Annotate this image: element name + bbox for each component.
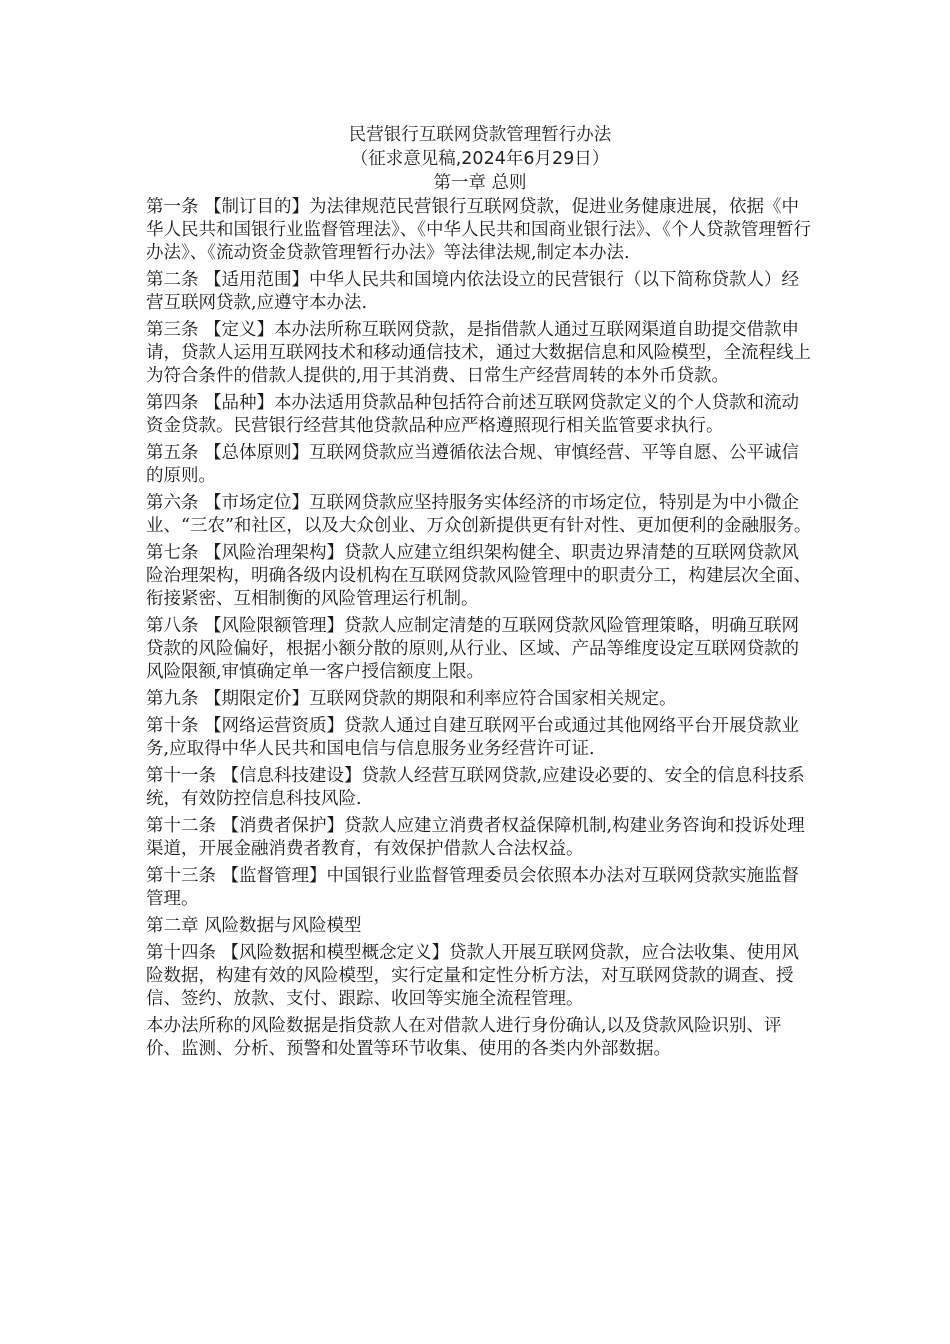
article-6: 第六条 【市场定位】互联网贷款应坚持服务实体经济的市场定位，特别是为中小微企业、“三农”和社区，以及大众创业、万众创新提供更有针对性、更加便利的金融服务。	[146, 493, 812, 536]
article-2: 第二条 【适用范围】中华人民共和国境内依法设立的民营银行（以下简称贷款人）经营互联网贷款,应遵守本办法.	[146, 270, 800, 313]
document-title: 民营银行互联网贷款管理暂行办法	[348, 125, 612, 145]
definition-paragraph: 本办法所称的风险数据是指贷款人在对借款人进行身份确认,以及贷款风险识别、评价、监测、分析、预警和处置等环节收集、使用的各类内外部数据。	[146, 1016, 782, 1059]
article-14: 第十四条 【风险数据和模型概念定义】贷款人开展互联网贷款，应合法收集、使用风险数据，构建有效的风险模型，实行定量和定性分析方法，对互联网贷款的调查、授信、签约、放款、支付、跟踪、收回等实施全流程管理。	[146, 943, 800, 1009]
article-4: 第四条 【品种】本办法适用贷款品种包括符合前述互联网贷款定义的个人贷款和流动资金贷款。民营银行经营其他贷款品种应严格遵照现行相关监管要求执行。	[146, 393, 800, 436]
article-1: 第一条 【制订目的】为法律规范民营银行互联网贷款，促进业务健康进展，依据《中华人民共和国银行业监督管理法》、《中华人民共和国商业银行法》、《个人贷款管理暂行办法》、《流动资金贷款管理暂行办法》等法律法规,制定本办法.	[146, 197, 811, 263]
chapter-heading-2: 第二章 风险数据与风险模型	[146, 916, 362, 936]
article-11: 第十一条 【信息科技建设】贷款人经营互联网贷款,应建设必要的、安全的信息科技系统，有效防控信息科技风险.	[146, 766, 805, 809]
article-7: 第七条 【风险治理架构】贷款人应建立组织架构健全、职责边界清楚的互联网贷款风险治理架构，明确各级内设机构在互联网贷款风险管理中的职责分工，构建层次全面、衔接紧密、互相制衡的风险管理运行机制。	[146, 543, 811, 609]
article-13: 第十三条 【监督管理】中国银行业监督管理委员会依照本办法对互联网贷款实施监督管理。	[146, 866, 800, 909]
document-body	[146, 123, 814, 1065]
article-10: 第十条 【网络运营资质】贷款人通过自建互联网平台或通过其他网络平台开展贷款业务,应取得中华人民共和国电信与信息服务业务经营许可证.	[146, 716, 800, 759]
article-3: 第三条 【定义】本办法所称互联网贷款，是指借款人通过互联网渠道自助提交借款申请，贷款人运用互联网技术和移动通信技术，通过大数据信息和风险模型，全流程线上为符合条件的借款人提供的,用于其消费、日常生产经营周转的本外币贷款。	[146, 320, 811, 386]
article-9: 第九条 【期限定价】互联网贷款的期限和利率应符合国家相关规定。	[146, 689, 677, 709]
title-block	[146, 123, 814, 195]
article-8: 第八条 【风险限额管理】贷款人应制定清楚的互联网贷款风险管理策略，明确互联网贷款的风险偏好，根据小额分散的原则,从行业、区域、产品等维度设定互联网贷款的风险限额,审慎确定单一客户授信额度上限。	[146, 616, 800, 682]
article-12: 第十二条 【消费者保护】贷款人应建立消费者权益保障机制,构建业务咨询和投诉处理渠道，开展金融消费者教育，有效保护借款人合法权益。	[146, 816, 805, 859]
document-subtitle: （征求意见稿,2024年6月29日）	[350, 149, 610, 169]
chapter-heading-1: 第一章 总则	[433, 173, 527, 193]
article-5: 第五条 【总体原则】互联网贷款应当遵循依法合规、审慎经营、平等自愿、公平诚信的原则。	[146, 443, 800, 486]
